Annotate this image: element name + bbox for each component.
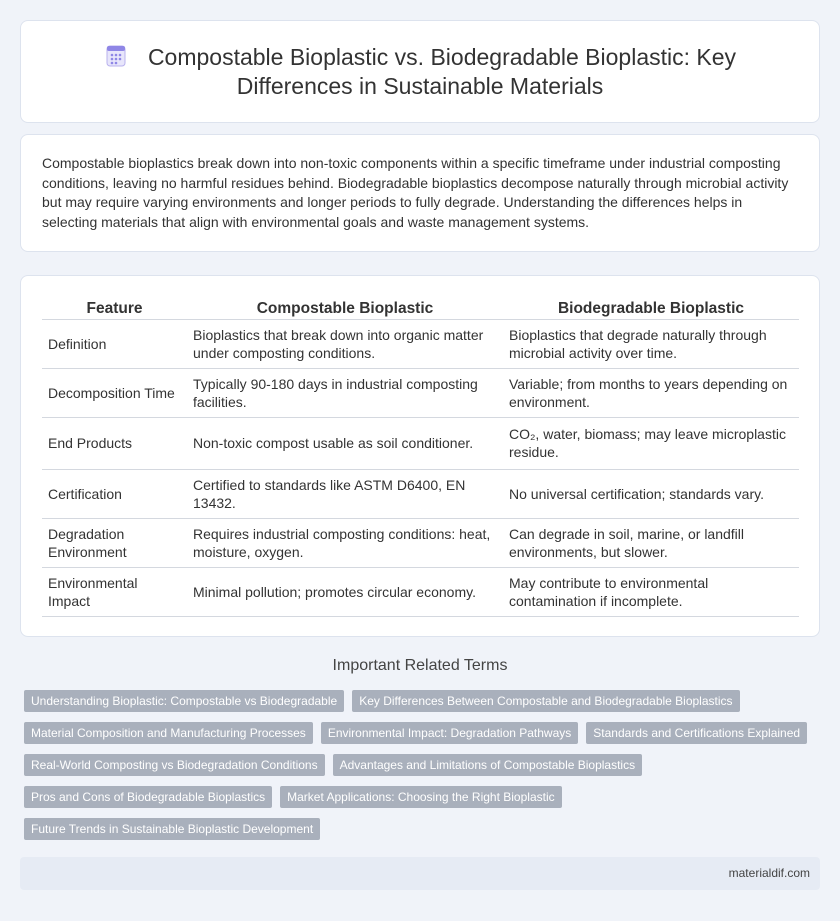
intro-paragraph: Compostable bioplastics break down into non-toxic components within a specific timeframe under industrial composting conditions, leaving no harmful residues behind. Biodegradable bioplastics decompose naturally through microbial activity but may require varying environments and longer periods to fully degrade. Understanding the differences helps in selecting materials that align with environmental goals and waste management systems. [42, 155, 789, 230]
table-cell: Minimal pollution; promotes circular economy. [187, 567, 503, 616]
table-cell: Requires industrial composting conditions: heat, moisture, oxygen. [187, 518, 503, 567]
header-card [20, 20, 820, 123]
table-cell: CO₂, water, biomass; may leave microplastic residue. [503, 417, 799, 469]
related-term-link[interactable]: Pros and Cons of Biodegradable Bioplastics [24, 786, 272, 808]
related-term-link[interactable]: Key Differences Between Compostable and Biodegradable Bioplastics [352, 690, 739, 712]
comparison-table [42, 296, 799, 617]
tag-row [24, 754, 824, 776]
table-cell: No universal certification; standards vary. [503, 469, 799, 518]
footer [20, 857, 820, 890]
table-cell: Certified to standards like ASTM D6400, EN 13432. [187, 469, 503, 518]
table-cell: Bioplastics that degrade naturally through microbial activity over time. [503, 319, 799, 368]
table-cell: Variable; from months to years depending on environment. [503, 368, 799, 417]
table-cell: End Products [42, 417, 187, 469]
table-header-row [42, 296, 799, 319]
table-cell: May contribute to environmental contamination if incomplete. [503, 567, 799, 616]
document-grid-icon [104, 44, 128, 68]
intro-card [20, 134, 820, 252]
tag-row [24, 722, 824, 744]
table-cell: Non-toxic compost usable as soil conditioner. [187, 417, 503, 469]
tag-row [24, 786, 824, 808]
column-header: Feature [42, 296, 187, 319]
comparison-table-card [20, 275, 820, 637]
page-title [51, 43, 789, 101]
table-cell: Environmental Impact [42, 567, 187, 616]
table-cell: Decomposition Time [42, 368, 187, 417]
related-term-link[interactable]: Standards and Certifications Explained [586, 722, 807, 744]
table-cell: Typically 90-180 days in industrial composting facilities. [187, 368, 503, 417]
table-cell: Bioplastics that break down into organic matter under composting conditions. [187, 319, 503, 368]
table-cell: Certification [42, 469, 187, 518]
table-row [42, 319, 799, 368]
related-term-link[interactable]: Advantages and Limitations of Compostable Bioplastics [333, 754, 643, 776]
table-row [42, 469, 799, 518]
related-term-link[interactable]: Real-World Composting vs Biodegradation Conditions [24, 754, 325, 776]
tag-row [24, 818, 824, 840]
table-row [42, 518, 799, 567]
related-terms-list [24, 690, 824, 850]
table-cell: Definition [42, 319, 187, 368]
table-row [42, 567, 799, 616]
table-cell: Can degrade in soil, marine, or landfill environments, but slower. [503, 518, 799, 567]
related-term-link[interactable]: Material Composition and Manufacturing Processes [24, 722, 313, 744]
related-term-link[interactable]: Understanding Bioplastic: Compostable vs Biodegradable [24, 690, 344, 712]
related-term-link[interactable]: Market Applications: Choosing the Right Bioplastic [280, 786, 561, 808]
tag-row [24, 690, 824, 712]
column-header: Biodegradable Bioplastic [503, 296, 799, 319]
table-row [42, 368, 799, 417]
related-term-link[interactable]: Environmental Impact: Degradation Pathways [321, 722, 578, 744]
page-title-text: Compostable Bioplastic vs. Biodegradable Bioplastic: Key Differences in Sustainable Materials [147, 44, 737, 99]
related-term-link[interactable]: Future Trends in Sustainable Bioplastic Development [24, 818, 320, 840]
footer-site-link[interactable]: materialdif.com [728, 866, 810, 880]
table-row [42, 417, 799, 469]
column-header: Compostable Bioplastic [187, 296, 503, 319]
related-terms-heading: Important Related Terms [332, 657, 508, 674]
table-cell: Degradation Environment [42, 518, 187, 567]
